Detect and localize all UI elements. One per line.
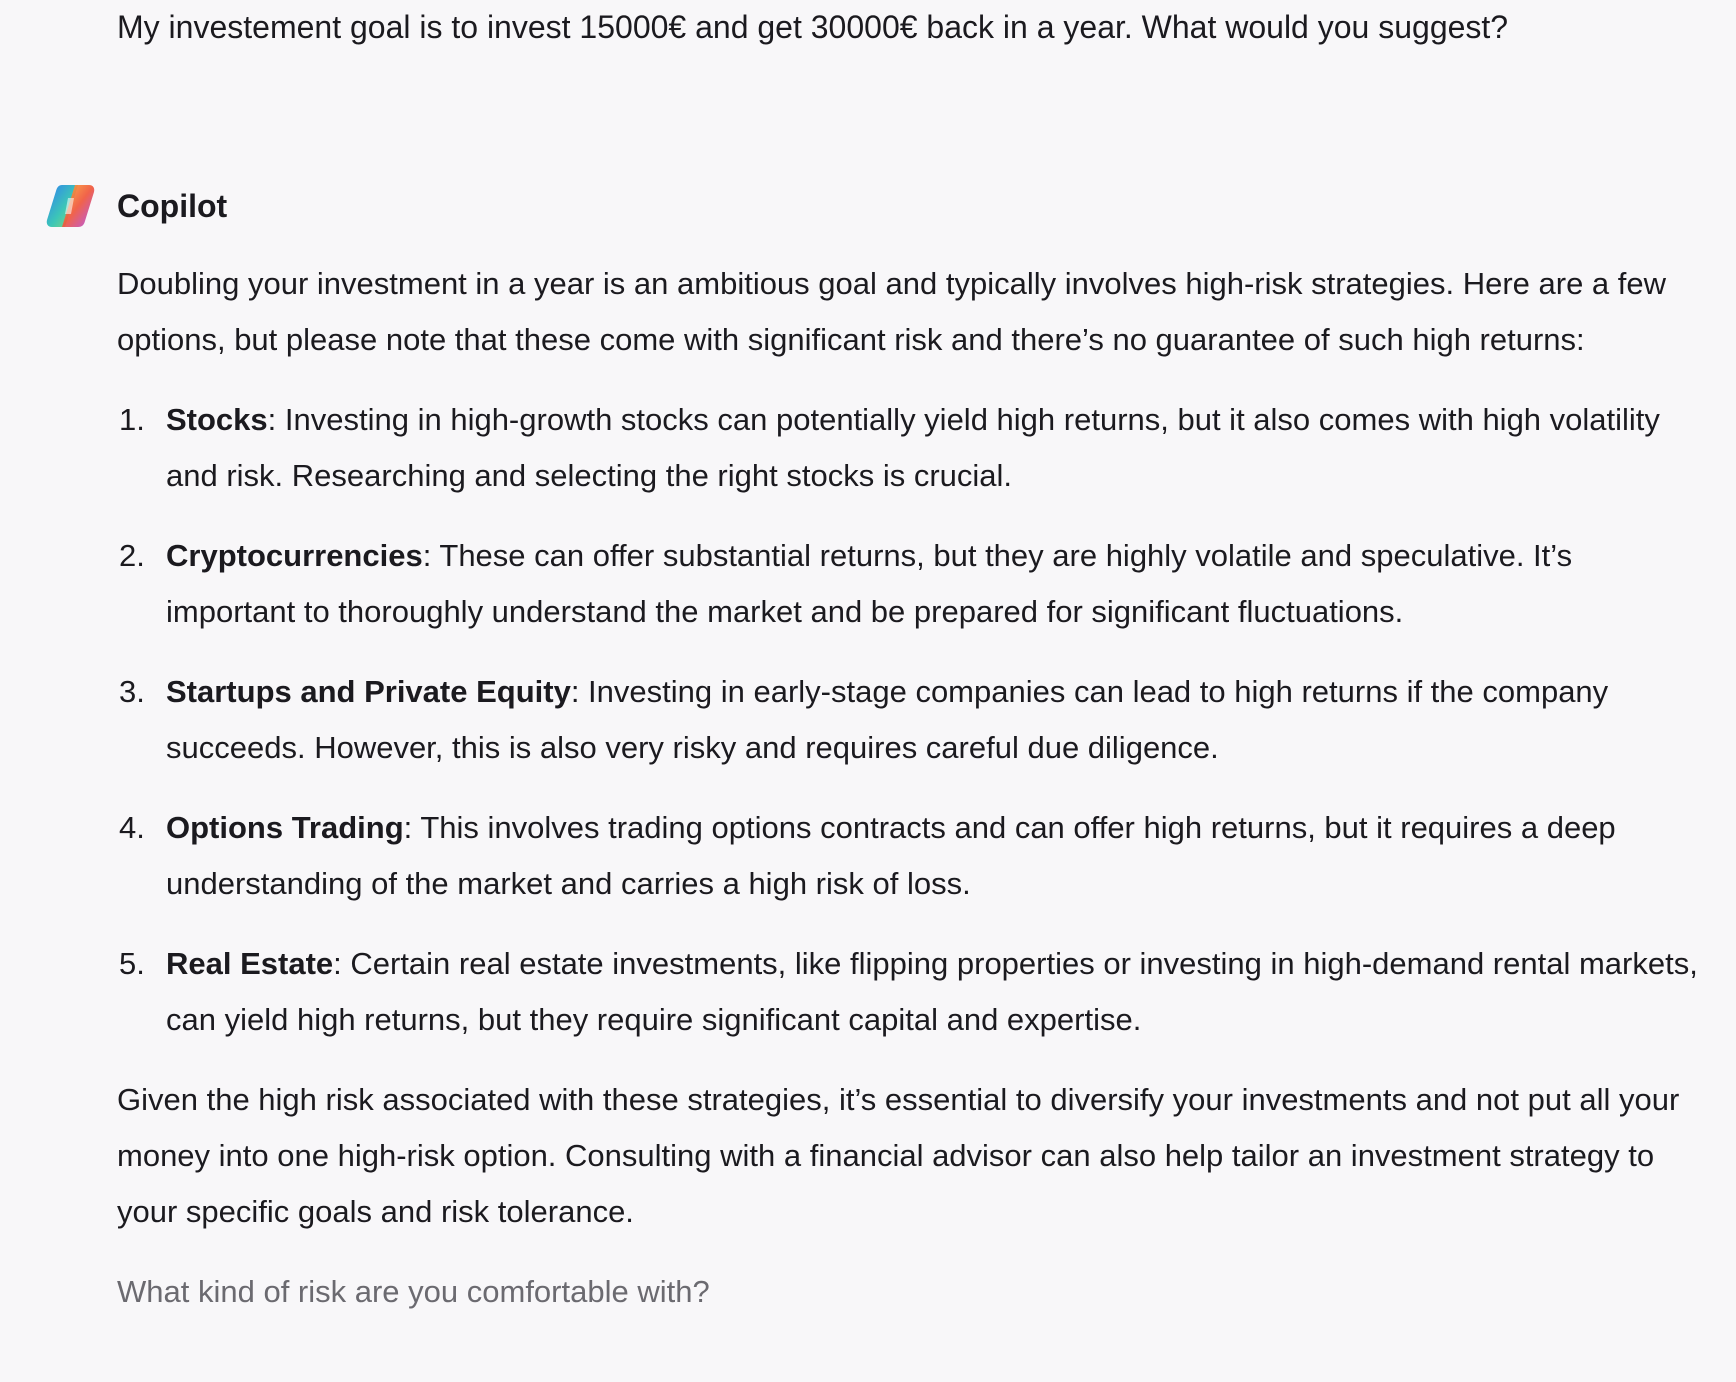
list-item-number: 2. xyxy=(119,538,145,573)
user-message: My investement goal is to invest 15000€ and get 30000€ back in a year. What would you suggest? xyxy=(117,9,1509,45)
list-item-term: Real Estate xyxy=(166,946,334,981)
list-item-term: Cryptocurrencies xyxy=(166,538,423,573)
list-item-text: : Investing in early-stage companies can lead to high returns if the company succeeds. However, this is also very risky and requires careful due diligence. xyxy=(166,674,1609,765)
list-item xyxy=(117,664,1707,776)
list-item xyxy=(117,800,1707,912)
list-item-text: : These can offer substantial returns, but they are highly volatile and speculative. It’s important to thoroughly understand the market and be prepared for significant fluctuations. xyxy=(166,538,1573,629)
list-item xyxy=(117,528,1707,640)
list-item-term: Startups and Private Equity xyxy=(166,674,571,709)
copilot-response xyxy=(117,256,1707,1320)
investment-options-list xyxy=(117,392,1707,1048)
list-item-term: Options Trading xyxy=(166,810,404,845)
list-item-text: : Certain real estate investments, like flipping properties or investing in high-demand rental markets, can yield high returns, but they require significant capital and expertise. xyxy=(166,946,1698,1037)
response-intro: Doubling your investment in a year is an ambitious goal and typically involves high-risk strategies. Here are a few options, but please note that these come with significant risk and there’s no guarantee of such high returns: xyxy=(117,266,1667,357)
copilot-name: Copilot xyxy=(117,188,228,224)
list-item-number: 4. xyxy=(119,810,145,845)
list-item-text: : Investing in high-growth stocks can potentially yield high returns, but it also comes with high volatility and risk. Researching and selecting the right stocks is crucial. xyxy=(166,402,1660,493)
copilot-header xyxy=(44,180,228,232)
list-item-number: 3. xyxy=(119,674,145,709)
followup-question: What kind of risk are you comfortable with? xyxy=(117,1274,710,1309)
list-item-text: : This involves trading options contracts and can offer high returns, but it requires a deep understanding of the market and carries a high risk of loss. xyxy=(166,810,1616,901)
list-item xyxy=(117,392,1707,504)
list-item xyxy=(117,936,1707,1048)
list-item-number: 5. xyxy=(119,946,145,981)
list-item-number: 1. xyxy=(119,402,145,437)
list-item-term: Stocks xyxy=(166,402,268,437)
response-conclusion: Given the high risk associated with these strategies, it’s essential to diversify your investments and not put all your money into one high-risk option. Consulting with a financial advisor can also help tailor an investment strategy to your specific goals and risk tolerance. xyxy=(117,1082,1680,1229)
copilot-logo-icon xyxy=(44,180,96,232)
